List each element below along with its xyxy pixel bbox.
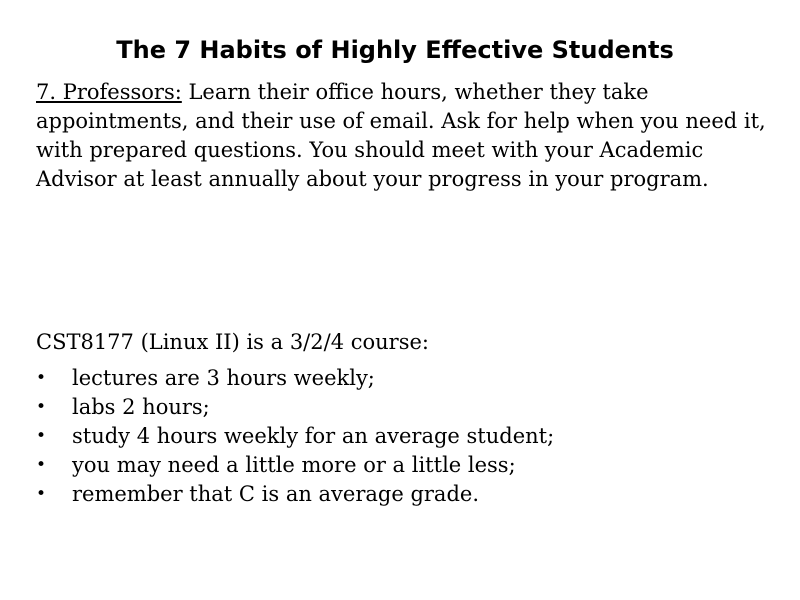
habit-body: Learn their office hours, whether they take appointments, and their use of email. Ask for help when you need it, with prepared questions. You should meet with your Academic Advisor at least annually about your progress in your program. — [36, 80, 766, 191]
bullet-icon: • — [36, 455, 47, 475]
list-item — [36, 364, 776, 393]
habit-paragraph — [36, 78, 766, 194]
habit-lead: 7. Professors: — [36, 80, 182, 104]
list-item-text: you may need a little more or a little less; — [72, 453, 516, 477]
bullet-icon: • — [36, 368, 47, 388]
list-item-text: labs 2 hours; — [72, 395, 210, 419]
bullet-icon: • — [36, 426, 47, 446]
list-item — [36, 422, 776, 451]
list-item — [36, 393, 776, 422]
list-item-text: study 4 hours weekly for an average student; — [72, 424, 555, 448]
list-item — [36, 480, 776, 509]
bullet-icon: • — [36, 484, 47, 504]
bullet-icon: • — [36, 397, 47, 417]
list-item-text: lectures are 3 hours weekly; — [72, 366, 375, 390]
course-intro: CST8177 (Linux II) is a 3/2/4 course: — [36, 330, 429, 354]
bullet-list — [36, 364, 776, 509]
slide-title: The 7 Habits of Highly Effective Students — [116, 36, 674, 64]
list-item — [36, 451, 776, 480]
list-item-text: remember that C is an average grade. — [72, 482, 479, 506]
